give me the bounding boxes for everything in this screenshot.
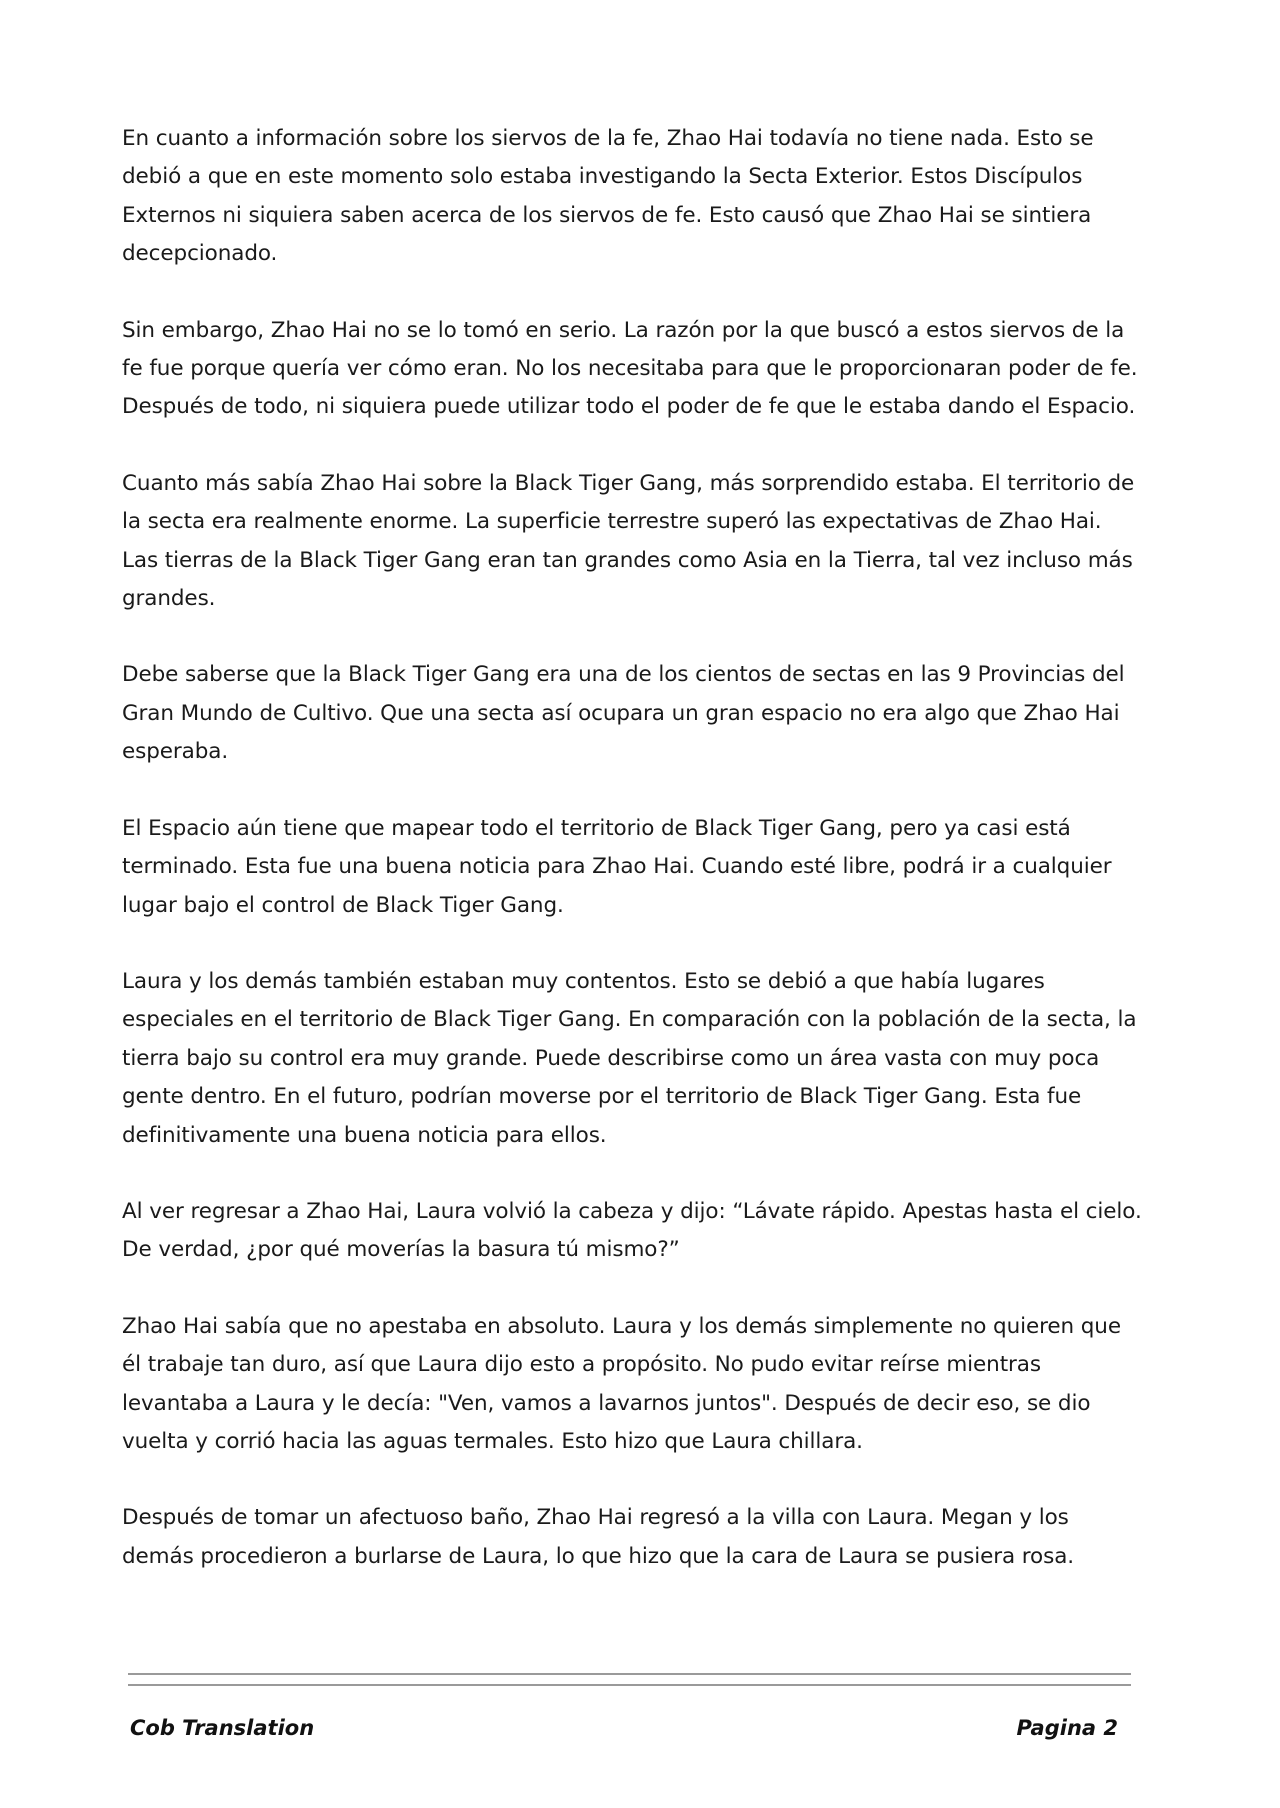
paragraph-7: Al ver regresar a Zhao Hai, Laura volvió la cabeza y dijo: “Lávate rápido. Apestas hasta el cielo. De verdad, ¿por qué moverías la basura tú mismo?” (122, 1198, 1142, 1263)
paragraph-8: Zhao Hai sabía que no apestaba en absoluto. Laura y los demás simplemente no quieren que él trabaje tan duro, así que Laura dijo esto a propósito. No pudo evitar reírse mientras levantaba a Laura y le decía: "Ven, vamos a lavarnos juntos". Después de decir eso, se dio vuelta y corrió hacia las aguas termales. Esto hizo que Laura chillara. (122, 1313, 1121, 1454)
paragraph-4: Debe saberse que la Black Tiger Gang era una de los cientos de sectas en las 9 Provincias del Gran Mundo de Cultivo. Que una secta así ocupara un gran espacio no era algo que Zhao Hai esperaba. (122, 662, 1125, 765)
footer-translator: Cob Translation (130, 1716, 315, 1740)
footer-divider-top (128, 1673, 1131, 1675)
footer-divider-bottom (128, 1684, 1131, 1686)
paragraph-6: Laura y los demás también estaban muy contentos. Esto se debió a que había lugares especiales en el territorio de Black Tiger Gang. En comparación con la población de la secta, la tierra bajo su control era muy grande. Puede describirse como un área vasta con muy poca gente dentro. En el futuro, podrían moverse por el territorio de Black Tiger Gang. Esta fue definitivamente una buena noticia para ellos. (122, 968, 1137, 1148)
paragraph-9: Después de tomar un afectuoso baño, Zhao Hai regresó a la villa con Laura. Megan y los demás procedieron a burlarse de Laura, lo que hizo que la cara de Laura se pusiera rosa. (122, 1505, 1075, 1569)
body-text (122, 120, 1142, 1614)
footer-page-number: Pagina 2 (1016, 1716, 1118, 1740)
paragraph-1: En cuanto a información sobre los siervos de la fe, Zhao Hai todavía no tiene nada. Esto se debió a que en este momento solo estaba investigando la Secta Exterior. Estos Discípulos Externos ni siquiera saben acerca de los siervos de fe. Esto causó que Zhao Hai se sintiera decepcionado. (122, 126, 1094, 267)
paragraph-2: Sin embargo, Zhao Hai no se lo tomó en serio. La razón por la que buscó a estos siervos de la fe fue porque quería ver cómo eran. No los necesitaba para que le proporcionaran poder de fe. Después de todo, ni siquiera puede utilizar todo el poder de fe que le estaba dando el Espacio. (122, 317, 1138, 420)
paragraph-3: Cuanto más sabía Zhao Hai sobre la Black Tiger Gang, más sorprendido estaba. El territorio de la secta era realmente enorme. La superficie terrestre superó las expectativas de Zhao Hai. Las tierras de la Black Tiger Gang eran tan grandes como Asia en la Tierra, tal vez incluso más grandes. (122, 470, 1135, 612)
paragraph-5: El Espacio aún tiene que mapear todo el territorio de Black Tiger Gang, pero ya casi está terminado. Esta fue una buena noticia para Zhao Hai. Cuando esté libre, podrá ir a cualquier lugar bajo el control de Black Tiger Gang. (122, 815, 1112, 918)
